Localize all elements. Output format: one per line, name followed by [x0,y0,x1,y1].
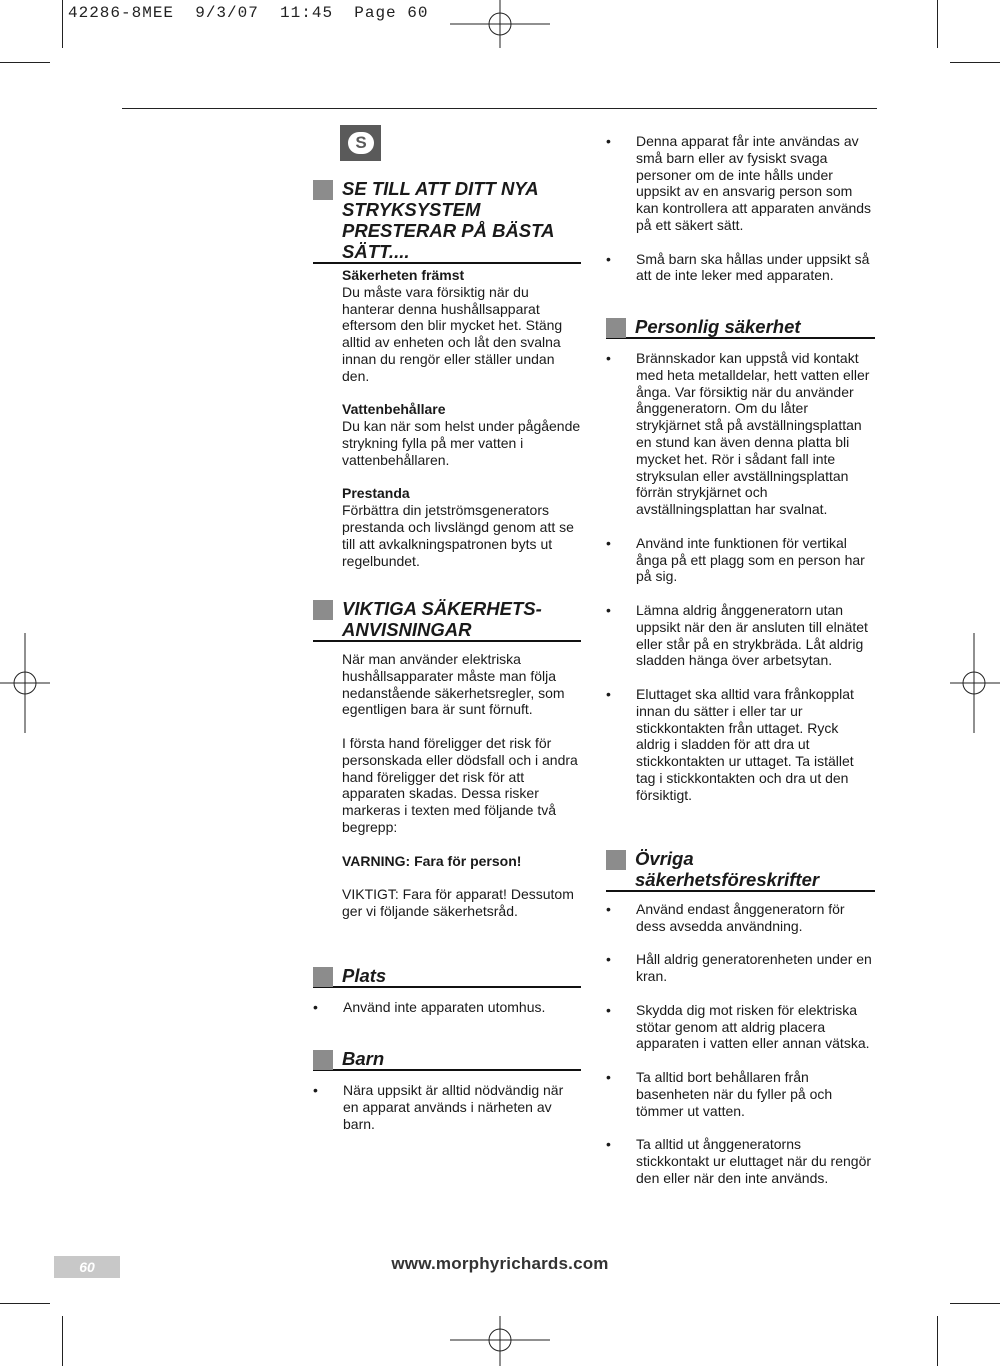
print-slug: 42286-8MEE 9/3/07 11:45 Page 60 [68,4,429,22]
list-item: • Ta alltid ut ånggeneratorns stickkontakt ur eluttaget när du rengör den eller när den inte används. [606,1136,872,1186]
section-personal-safety [606,316,875,820]
list-item: • Nära uppsikt är alltid nödvändig när en apparat används i närheten av barn. [313,1082,564,1132]
paragraph: I första hand föreligger det risk för personskada eller dödsfall och i andra hand föreligger det risk för att apparaten skadas. Dessa risker markeras i texten med följande två begrepp: [342,734,578,835]
list-item: • Använd endast ånggeneratorn för dess avsedda användning. [606,901,845,934]
section-title: Övriga säkerhetsföreskrifter [635,848,820,890]
heading-square-icon [313,967,333,987]
paragraph: Du kan när som helst under pågående strykning fylla på mer vatten i vattenbehållaren. [342,418,581,468]
section-safety-instructions [313,598,581,937]
list-item: • Brännskador kan uppstå vid kontakt med heta metalldelar, hett vatten eller ånga. Var försiktig när du använder ånggeneratorn. Om du låter strykjärnet stå på avställningsplattan en stund kan även denna platta bli mycket het. Rör i sådant fall inte stryksulan eller avställningsplattan förrän strykjärnet och avställningsplattan har svalnat. [606,350,870,518]
section-performance [313,178,581,586]
list-item: • Små barn ska hållas under uppsikt så att de inte leker med apparaten. [606,250,870,284]
paragraph: Förbättra din jetströmsgenerators prestanda och livslängd genom att se till att avkalkningspatronen byts ut regelbundet. [342,502,574,569]
section-title: SE TILL ATT DITT NYA STRYKSYSTEM PRESTERAR PÅ BÄSTA SÄTT.... [342,178,554,262]
heading-square-icon [606,318,626,338]
subheading: Vattenbehållare [342,401,446,418]
section-title: VIKTIGA SÄKERHETS-ANVISNINGAR [342,598,542,640]
heading-square-icon [313,600,333,620]
heading-square-icon [313,180,333,200]
list-item: • Använd inte apparaten utomhus. [313,999,546,1015]
heading-square-icon [313,1050,333,1070]
section-heading [313,598,581,642]
paragraph: VIKTIGT: Fara för apparat! Dessutom ger vi följande säkerhetsråd. [342,886,574,919]
children-continued-list [606,133,875,301]
list-item: • Denna apparat får inte användas av små barn eller av fysiskt svaga personer om de inte hålls under uppsikt av en ansvarig person som kan kontrollera att apparaten används på ett säkert sätt. [606,133,872,233]
page-number: 60 [79,1259,95,1275]
section-heading [606,316,875,339]
header-rule [122,108,877,109]
section-heading [313,965,581,988]
list-item: • Lämna aldrig ånggeneratorn utan uppsikt när den är ansluten till elnätet eller står på en strykbräda. Låt aldrig sladden hänga över arbetsytan. [606,601,868,669]
language-badge [340,125,381,161]
list-item: • Använd inte funktionen för vertikal ånga på ett plagg som en person har på sig. [606,534,865,585]
section-heading [606,848,875,892]
subheading: Säkerheten främst [342,267,465,283]
warning-text: VARNING: Fara för person! [342,852,522,869]
section-children [313,1048,581,1149]
subheading: Prestanda [342,485,410,502]
section-location [313,965,581,1033]
heading-square-icon [606,850,626,870]
paragraph: Du måste vara försiktig när du hanterar denna hushållsapparat eftersom den blir mycket het. Stäng alltid av enheten och låt den svalna innan du rengör eller ställer undan den. [342,283,563,384]
paragraph: När man använder elektriska hushållsapparater måste man följa nedanstående säkerhetsregler, som egentligen bara är sunt förnuft. [342,651,565,718]
list-item: • Eluttaget ska alltid vara frånkopplat innan du sätter i eller tar ur stickkontakten från uttaget. Ryck aldrig i sladden för att dra ut stickkontakten ur uttaget. Ta istället tag i stickkontakten och dra ut den försiktigt. [606,685,854,803]
language-code: S [348,132,374,154]
section-title: Personlig säkerhet [635,316,801,337]
section-title: Plats [342,965,387,986]
list-item: • Ta alltid bort behållaren från basenheten när du fyller på och tömmer ut vatten. [606,1068,833,1119]
section-title: Barn [342,1048,385,1069]
section-other-safety-rules [606,848,875,1203]
website-url: www.morphyrichards.com [391,1254,609,1273]
list-item: • Håll aldrig generatorenheten under en kran. [606,951,872,985]
list-item: • Skydda dig mot risken för elektriska stötar genom att aldrig placera apparaten i vatten eller annan vätska. [606,1001,870,1052]
section-heading [313,178,581,264]
section-heading [313,1048,581,1071]
